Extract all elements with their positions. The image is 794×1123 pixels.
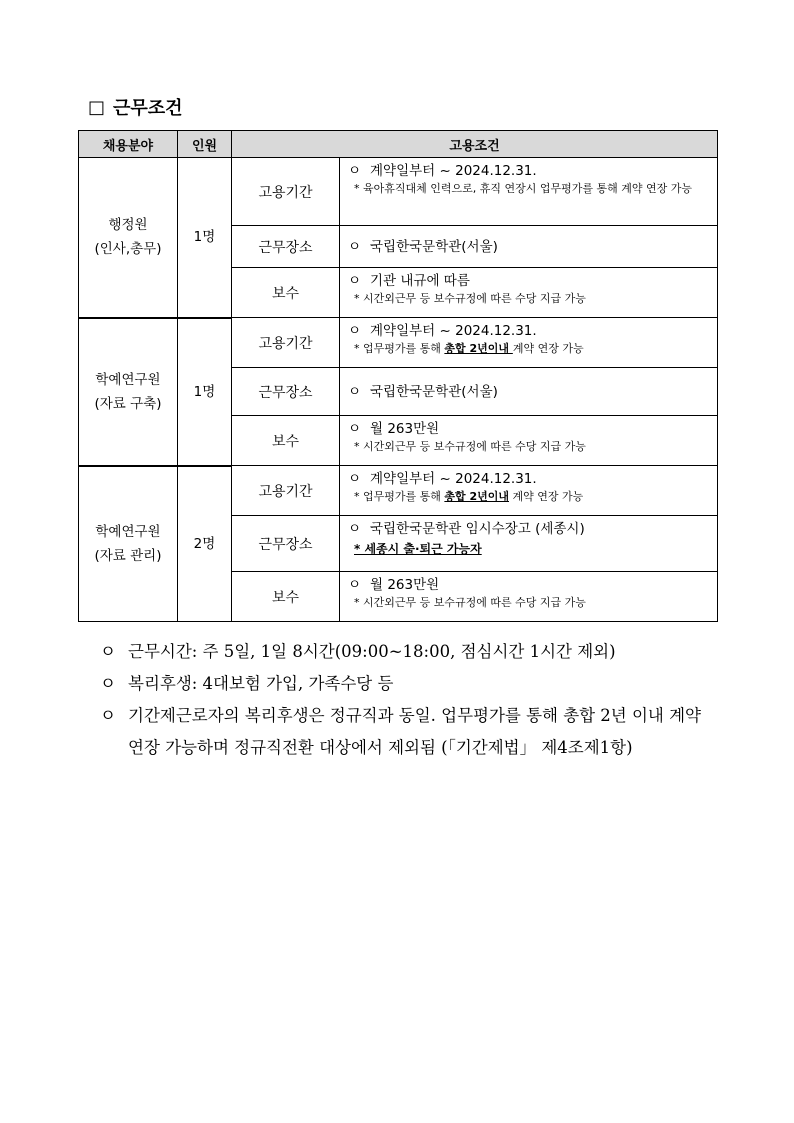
note-emphasis: 총합 2년이내 [444, 490, 509, 503]
row-content [340, 226, 718, 268]
field-cell [79, 318, 178, 466]
row-content [340, 516, 718, 572]
field-sub: (자료 관리) [94, 547, 162, 564]
circle-bullet: ㅇ [348, 471, 362, 487]
content-main: 국립한국문학관 임시수장고 (세종시) [370, 521, 585, 537]
row-content [340, 572, 718, 622]
header-field: 채용분야 [79, 131, 178, 158]
row-content [340, 318, 718, 368]
list-item-text: 복리후생: 4대보험 가입, 가족수당 등 [128, 674, 394, 693]
content-main: 월 263만원 [370, 577, 440, 593]
circle-bullet: ㅇ [348, 521, 362, 537]
field-name: 행정원 [108, 217, 148, 234]
circle-bullet: ㅇ [348, 273, 362, 289]
field-sub: (자료 구축) [94, 395, 162, 412]
content-note: * 시간외근무 등 보수규정에 따른 수당 지급 가능 [354, 440, 586, 453]
count-cell: 1명 [178, 318, 232, 466]
row-content [340, 158, 718, 226]
content-main: 기관 내규에 따름 [370, 273, 470, 289]
note-text: * 업무평가를 통해 [354, 490, 445, 503]
circle-bullet: ㅇ [100, 642, 116, 661]
content-main: 국립한국문학관(서울) [370, 238, 498, 255]
header-count: 인원 [178, 131, 232, 158]
list-item-text: 근무시간: 주 5일, 1일 8시간(09:00~18:00, 점심시간 1시간 제외) [128, 642, 616, 661]
field-name: 학예연구원 [95, 371, 161, 388]
table-row [79, 318, 718, 368]
circle-bullet: ㅇ [348, 421, 362, 437]
content-main: 월 263만원 [370, 421, 440, 437]
row-label: 보수 [232, 268, 340, 318]
table-row [79, 158, 718, 226]
row-content [340, 416, 718, 466]
row-label: 근무장소 [232, 226, 340, 268]
content-main: 계약일부터 ~ 2024.12.31. [370, 471, 537, 487]
list-item-text: 기간제근로자의 복리후생은 정규직과 동일. 업무평가를 통해 총합 2년 이내 계약 연장 가능하며 정규직전환 대상에서 제외됨 (「기간제법」 제4조제1항) [128, 706, 701, 757]
employment-conditions-table [78, 130, 718, 622]
circle-bullet: ㅇ [348, 238, 362, 255]
row-label: 근무장소 [232, 516, 340, 572]
table-row [79, 466, 718, 516]
field-name: 학예연구원 [95, 523, 161, 540]
row-label: 고용기간 [232, 466, 340, 516]
note-text: 계약 연장 가능 [512, 342, 584, 355]
row-content [340, 368, 718, 416]
content-note: * 시간외근무 등 보수규정에 따른 수당 지급 가능 [354, 596, 586, 609]
circle-bullet: ㅇ [348, 163, 362, 179]
row-content [340, 466, 718, 516]
row-label: 고용기간 [232, 318, 340, 368]
content-note-emphasis: * 세종시 출·퇴근 가능자 [354, 542, 482, 556]
list-item [100, 668, 720, 700]
field-cell [79, 158, 178, 318]
checkbox-square-icon: □ [88, 96, 106, 118]
note-text: 계약 연장 가능 [509, 490, 584, 503]
row-label: 보수 [232, 416, 340, 466]
content-note: * 육아휴직대체 인력으로, 휴직 연장시 업무평가를 통해 계약 연장 가능 [354, 182, 692, 195]
note-text: * 업무평가를 통해 [354, 342, 445, 355]
field-cell [79, 466, 178, 622]
content-main: 계약일부터 ~ 2024.12.31. [370, 163, 537, 179]
content-main: 계약일부터 ~ 2024.12.31. [370, 323, 537, 339]
count-cell: 1명 [178, 158, 232, 318]
field-sub: (인사,총무) [94, 241, 162, 258]
list-item [100, 636, 720, 668]
section-title: 근무조건 [113, 98, 183, 119]
content-main: 국립한국문학관(서울) [370, 383, 498, 400]
row-label: 근무장소 [232, 368, 340, 416]
count-cell: 2명 [178, 466, 232, 622]
row-content [340, 268, 718, 318]
circle-bullet: ㅇ [348, 577, 362, 593]
table-header-row [79, 131, 718, 158]
row-label: 보수 [232, 572, 340, 622]
circle-bullet: ㅇ [348, 323, 362, 339]
circle-bullet: ㅇ [348, 383, 362, 400]
circle-bullet: ㅇ [100, 674, 116, 693]
list-item [100, 700, 720, 764]
row-label: 고용기간 [232, 158, 340, 226]
notes-list [100, 636, 720, 764]
circle-bullet: ㅇ [100, 706, 116, 725]
note-emphasis: 총합 2년이내 [444, 342, 513, 355]
header-conditions: 고용조건 [232, 131, 718, 158]
content-note: * 시간외근무 등 보수규정에 따른 수당 지급 가능 [354, 292, 586, 305]
section-heading [88, 94, 183, 120]
